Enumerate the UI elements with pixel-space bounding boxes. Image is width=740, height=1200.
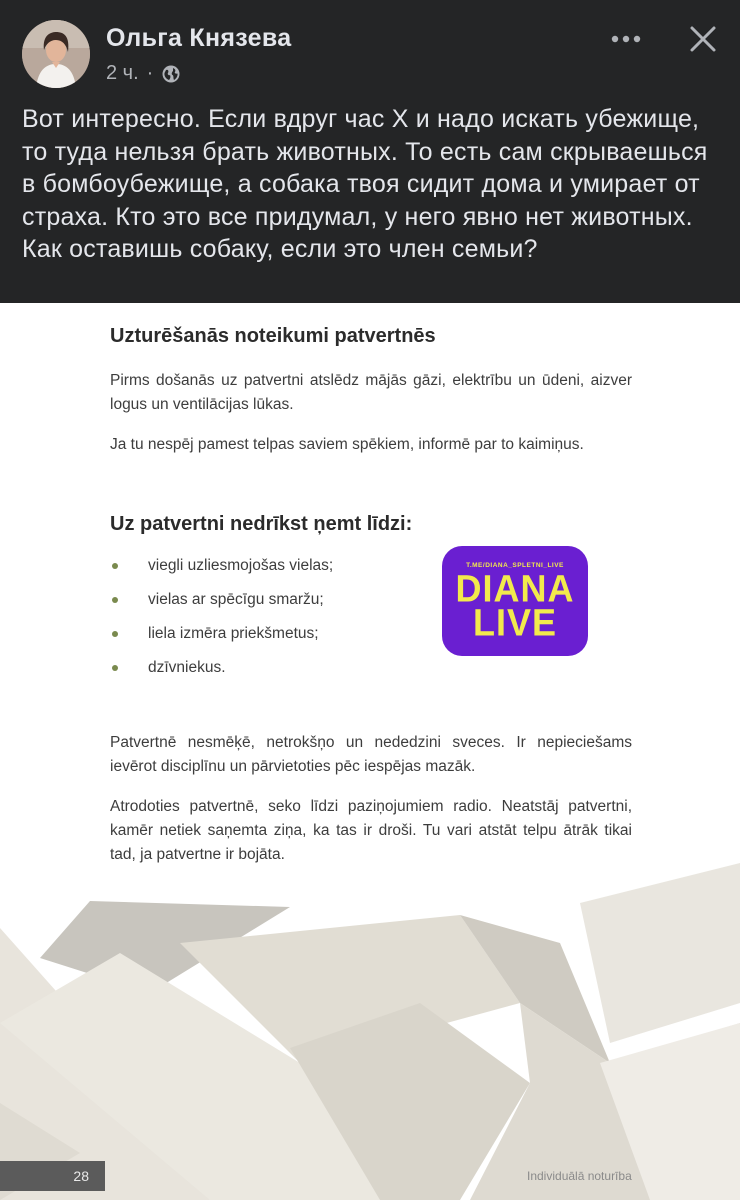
bullet-icon	[112, 597, 118, 603]
post-text: Вот интересно. Если вдруг час Х и надо искать убежище, то туда нельзя брать животных. То есть сам скрываешься в бомбоубежище, а собака твоя сидит дома и умирает от страха. Кто это все придумал, у него явно нет животных. Как оставишь собаку, если это член семьи?	[22, 105, 708, 263]
not-allowed-list	[110, 554, 333, 690]
paragraph-discipline: Patvertnē nesmēķē, netrokšņo un nededzini sveces. Ir nepieciešams ievērot disciplīnu un pārvietoties pēc iespējas mazāk.	[110, 734, 632, 775]
heading-not-allowed: Uz patvertni nedrīkst ņemt līdzi:	[110, 513, 413, 535]
author-name[interactable]: Ольга Князева	[106, 24, 292, 52]
paragraph-radio: Atrodoties patvertnē, seko līdzi paziņojumiem radio. Neatstāj patvertni, kamēr netiek saņemta ziņa, ka tas ir droši. Tu vari atstāt telpu ātrāk tikai tad, ja patvertne ir bojāta.	[110, 798, 632, 863]
more-icon	[611, 35, 641, 43]
more-options-button[interactable]	[606, 24, 646, 54]
post-time[interactable]: 2 ч.	[106, 62, 139, 84]
watermark-handle: T.ME/DIANA_SPLETNI_LIVE	[466, 562, 564, 569]
list-item-text: viegli uzliesmojošas vielas;	[148, 557, 334, 574]
close-icon	[689, 25, 717, 53]
document-image	[0, 303, 740, 1200]
list-item	[110, 622, 333, 656]
list-item	[110, 656, 333, 690]
meta-separator: ·	[146, 62, 154, 84]
globe-icon[interactable]	[161, 64, 181, 84]
avatar-photo	[22, 20, 90, 88]
bullet-icon	[112, 563, 118, 569]
watermark-logo	[442, 546, 588, 656]
paragraph-inform-neighbors: Ja tu nespēj pamest telpas saviem spēkiem, informē par to kaimiņus.	[110, 436, 584, 453]
paragraph-before-leaving: Pirms došanās uz patvertni atslēdz mājās gāzi, elektrību un ūdeni, aizver logus un ventilācijas lūkas.	[110, 372, 632, 413]
list-item-text: dzīvniekus.	[148, 659, 226, 676]
list-item	[110, 588, 333, 622]
avatar[interactable]	[22, 20, 90, 88]
close-button[interactable]	[684, 20, 722, 58]
list-item-text: liela izmēra priekšmetus;	[148, 625, 319, 642]
post-meta	[106, 62, 181, 85]
bullet-icon	[112, 665, 118, 671]
watermark-line2: LIVE	[472, 600, 557, 644]
list-item-text: vielas ar spēcīgu smaržu;	[148, 591, 324, 608]
bullet-icon	[112, 631, 118, 637]
heading-rules: Uzturēšanās noteikumi patvertnēs	[110, 325, 436, 347]
page-number: 28	[0, 1161, 105, 1191]
list-item	[110, 554, 333, 588]
post-header	[0, 0, 740, 303]
footer-title: Individuālā noturība	[527, 1169, 632, 1183]
watermark-line1: DIANA	[455, 566, 575, 610]
